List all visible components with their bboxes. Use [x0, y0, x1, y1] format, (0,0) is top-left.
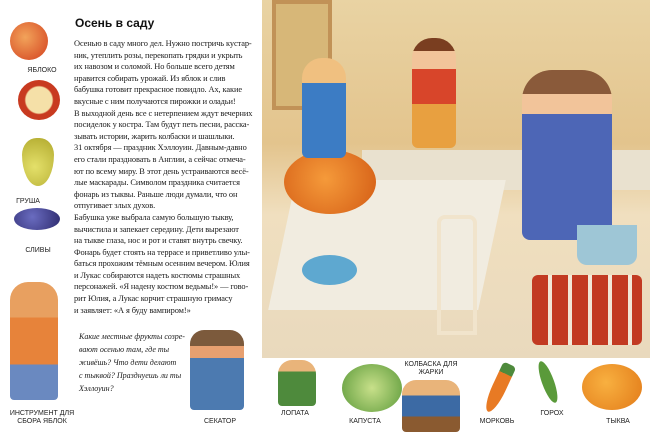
campfire-picture [402, 380, 460, 432]
kitchen-halloween-illustration [262, 0, 650, 358]
body-line: вычистила и запекает середину. Дети вырезают [74, 224, 239, 234]
label-carrot: МОРКОВЬ [479, 418, 515, 425]
label-picker: ИНСТРУМЕНТ ДЛЯ СБОРА ЯБЛОК [9, 410, 75, 425]
apple-half-picture [18, 80, 60, 120]
label-peas: ГОРОХ [540, 410, 564, 417]
body-line: на тыкве глаза, нос и рот и ставят внутрь свечку. [74, 236, 243, 246]
boy [302, 58, 346, 158]
peas-picture [535, 359, 561, 404]
question-line: живёшь? Что дети делают [79, 358, 177, 367]
label-pumpkin: ТЫКВА [606, 418, 630, 425]
body-line: нравится собирать урожай. Из яблок и слив [74, 73, 226, 83]
body-line: ник, утеплить розы, перекопать грядки и укрыть [74, 50, 243, 60]
body-line: рит Юлия, а Лукас корчит страшную гримасу [74, 294, 233, 304]
label-apple: ЯБЛОКО [27, 67, 57, 74]
body-line: его стали праздновать в Англии, а сейчас отмеча- [74, 154, 246, 164]
body-line: В выходной день все с нетерпением ждут вечерних [74, 108, 253, 118]
body-line: ют по всему миру. В этот день устраиваются весё- [74, 166, 249, 176]
grandmother [522, 70, 612, 240]
body-line: бабушка готовит прекрасное повидло. Ах, какие [74, 85, 242, 95]
label-plums: СЛИВЫ [25, 247, 51, 254]
body-text [74, 38, 260, 316]
label-shovel: ЛОПАТА [281, 410, 309, 417]
page-title: Осень в саду [75, 16, 155, 30]
jack-o-lantern [284, 150, 376, 214]
jam-jars [532, 275, 642, 345]
apple-picture [10, 22, 48, 60]
body-line: вкусные с ним получаются пирожки и оладьи! [74, 96, 236, 106]
question-text [79, 330, 185, 395]
body-line: баться прохожим тёмным осенним вечером. Юлия [74, 259, 250, 269]
body-line: Фонарь будет стоять на террасе и приветливо улы- [74, 247, 250, 257]
gardener-picture [190, 330, 244, 410]
carrot-picture [482, 361, 517, 414]
question-line: с тыквой? Празднуешь ли ты [79, 371, 182, 380]
body-line: и Лукас собираются надеть костюмы страшных [74, 270, 241, 280]
body-line: Бабушка уже выбрала самую большую тыкву, [74, 212, 234, 222]
label-sausage: КОЛБАСКА ДЛЯ ЖАРКИ [404, 361, 458, 376]
body-line: 31 октября — праздник Хэллоуин. Давным-давно [74, 143, 247, 153]
baking-dish [302, 255, 357, 285]
body-line: их навозом и соломой. Но больше всего детям [74, 62, 235, 72]
cabbage-picture [342, 364, 402, 412]
question-line: Какие местные фрукты созре- [79, 332, 185, 341]
body-line: зывать истории, жарить колбаски и шашлыки. [74, 131, 235, 141]
body-line: фонарь из тыквы. Раньше люди думали, что он [74, 189, 238, 199]
body-line: персонажей. «Я надену костюм ведьмы!» — гово- [74, 282, 249, 292]
label-pear: ГРУША [16, 198, 40, 205]
pear-picture [22, 138, 54, 186]
pumpkin-picture [582, 364, 642, 410]
shovel-picture [278, 360, 316, 406]
pot [577, 225, 637, 265]
body-line: и заявляет: «А я буду вампиром!» [74, 305, 191, 315]
apple-picker-child-picture [10, 282, 58, 400]
label-secateurs: СЕКАТОР [204, 418, 236, 425]
body-line: лые маскарады. Символом праздника считается [74, 178, 240, 188]
question-line: вают осенью там, где ты [79, 345, 170, 354]
body-line: посиделок у костра. Там будут петь песни, расска- [74, 120, 250, 130]
label-cabbage: КАПУСТА [349, 418, 381, 425]
plums-picture [14, 208, 60, 230]
question-line: Хэллоуин? [79, 384, 114, 393]
body-line: Осенью в саду много дел. Нужно постричь кустар- [74, 39, 252, 48]
body-line: отпугивает злых духов. [74, 201, 156, 211]
chair [437, 215, 477, 335]
girl [412, 38, 456, 148]
